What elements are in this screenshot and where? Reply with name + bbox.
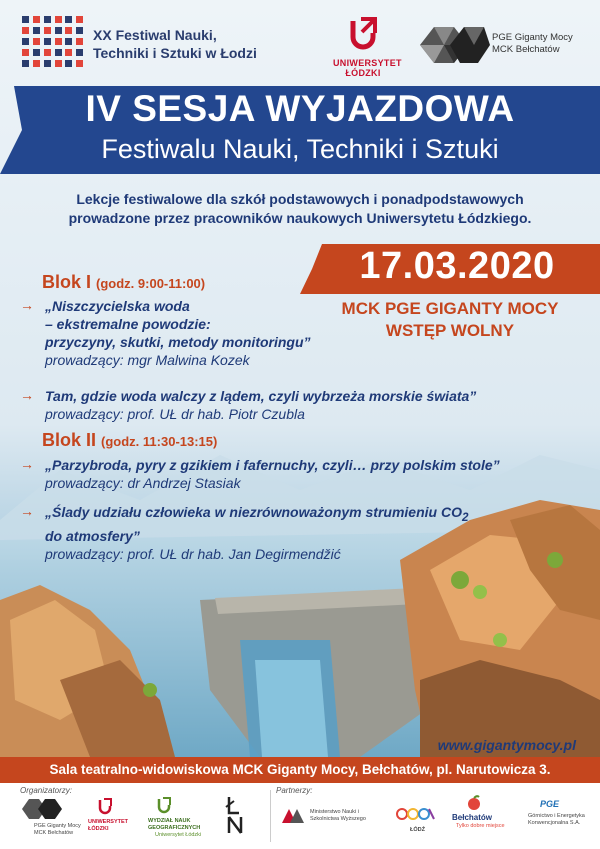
entry-info: WSTĘP WOLNY xyxy=(385,321,515,340)
pge-logo-line1: PGE Giganty Mocy xyxy=(492,32,573,43)
festival-logo xyxy=(22,16,84,68)
block-2-heading xyxy=(42,430,217,451)
lecture-title-line: „Parzybroda, pyry z gzikiem i fafernuchy, czyli… przy polskim stole” xyxy=(45,457,500,473)
partner-belchatow-text: Bełchatów xyxy=(452,813,493,822)
block-1-name: Blok I xyxy=(42,272,92,292)
partner-lodz-text: ŁÓDŹ xyxy=(410,827,425,833)
lecture-title-line: Tam, gdzie woda walczy z lądem, czyli wybrzeża morskie świata” xyxy=(45,388,477,404)
main-title: IV SESJA WYJAZDOWA xyxy=(85,88,515,129)
lecture-title-line xyxy=(45,503,580,527)
lecture-title-line: przyczyny, skutki, metody monitoringu” xyxy=(45,334,311,350)
main-subtitle: Festiwalu Nauki, Techniki i Sztuki xyxy=(101,134,499,164)
arrow-right-icon: → xyxy=(20,387,34,403)
sponsors-footer xyxy=(0,783,600,849)
partner-ministry-text: Ministerstwo Nauki i Szkolnictwa Wyższego xyxy=(310,809,366,822)
lodz-logo-icon xyxy=(396,803,436,825)
lecture-title-line: „Niszczycielska woda xyxy=(45,298,190,314)
co2-subscript: 2 xyxy=(461,510,469,524)
belchatow-logo-icon xyxy=(466,795,482,811)
partners-label: Partnerzy: xyxy=(276,786,313,795)
lecture-title-line: do atmosfery” xyxy=(45,527,140,544)
festival-name-line1: XX Festiwal Nauki, xyxy=(93,27,217,43)
block-2-name: Blok II xyxy=(42,430,97,450)
festival-name-line2: Techniki i Sztuki w Łodzi xyxy=(93,45,257,61)
intro-line1: Lekcje festiwalowe dla szkół podstawowych i ponadpodstawowych xyxy=(76,191,524,207)
block-2-hours: (godz. 11:30-13:15) xyxy=(101,434,218,449)
arrow-right-icon: → xyxy=(20,297,34,313)
block-1-hours: (godz. 9:00-11:00) xyxy=(96,276,206,291)
university-mark-icon xyxy=(345,15,381,51)
org-pge-text: PGE Giganty Mocy MCK Bełchatów xyxy=(34,823,81,836)
pge-logo-line2: MCK Bełchatów xyxy=(492,44,560,55)
partner-pge-sub: Górnictwo i Energetyka Konwencjonalna S.A. xyxy=(528,813,585,826)
lecture-title-line: – ekstremalne powodzie: xyxy=(45,316,211,332)
org-wydzial-sub: Uniwersytet Łódzki xyxy=(155,832,202,838)
location-bar: Sala teatralno-widowiskowa MCK Giganty Mocy, Bełchatów, pl. Narutowicza 3. xyxy=(0,757,600,783)
lecture-item xyxy=(20,387,580,424)
footer-divider xyxy=(270,790,271,842)
venue-name: MCK PGE GIGANTY MOCY xyxy=(341,299,559,318)
pge-logo-text xyxy=(492,32,592,56)
pge-org-logo-icon xyxy=(22,797,62,821)
intro-line2: prowadzone przez pracowników naukowych Uniwersytetu Łódzkiego. xyxy=(68,210,532,226)
org-wydzial-text: WYDZIAŁ NAUK GEOGRAFICZNYCH xyxy=(148,818,201,831)
lecturer: prowadzący: prof. UŁ dr hab. Jan Degirmendžić xyxy=(45,545,341,562)
block-1-heading xyxy=(42,272,205,293)
org-ul-text: UNIWERSYTET ŁÓDZKI xyxy=(88,819,129,832)
intro-text xyxy=(20,190,580,228)
lecture-item xyxy=(20,456,580,493)
lecturer: prowadzący: prof. UŁ dr hab. Piotr Czubla xyxy=(45,406,305,422)
wydzial-logo-icon xyxy=(155,796,173,814)
lecturer: prowadzący: dr Andrzej Stasiak xyxy=(45,475,241,491)
partner-belchatow-sub: Tylko dobre miejsce xyxy=(456,823,505,829)
organizers-label: Organizatorzy: xyxy=(20,786,73,795)
university-logo xyxy=(333,15,402,78)
ministry-logo-icon xyxy=(282,809,304,823)
lecture-item xyxy=(20,503,580,564)
partner-pge-text: PGE xyxy=(540,799,560,809)
ul-org-logo-icon xyxy=(96,797,114,815)
arrow-right-icon: → xyxy=(20,503,34,519)
ln-emblem-icon xyxy=(224,795,246,835)
event-date: 17.03.2020 xyxy=(359,245,555,287)
lecturer: prowadzący: mgr Malwina Kozek xyxy=(45,352,250,368)
lecture-item xyxy=(20,297,580,370)
arrow-right-icon: → xyxy=(20,456,34,472)
festival-name xyxy=(93,26,263,62)
university-name: UNIWERSYTET ŁÓDZKI xyxy=(333,58,402,78)
website-link[interactable]: www.gigantymocy.pl xyxy=(437,737,576,753)
lecture-title-text: „Ślady udziału człowieka w niezrównoważonym strumieniu CO xyxy=(45,504,462,520)
